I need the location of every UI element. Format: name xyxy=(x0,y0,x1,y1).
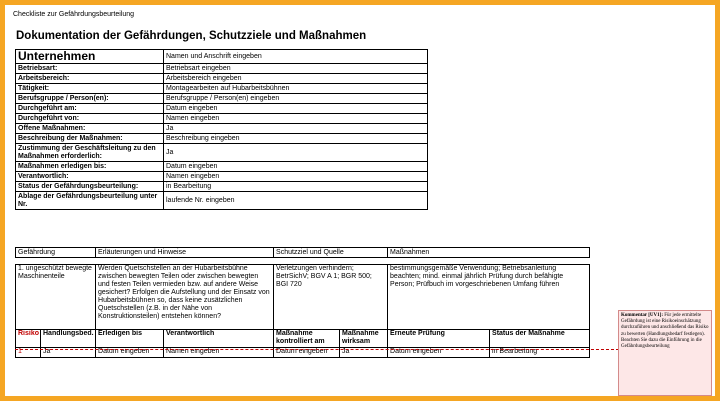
info-value[interactable]: Ja xyxy=(164,124,428,134)
comment-balloon[interactable] xyxy=(618,310,712,396)
info-value[interactable]: Namen eingeben xyxy=(164,114,428,124)
info-row xyxy=(16,74,428,84)
info-label: Durchgeführt am: xyxy=(16,104,164,114)
info-label: Berufsgruppe / Person(en): xyxy=(16,94,164,104)
cell-wirksam[interactable]: Ja xyxy=(340,348,388,358)
info-label: Betriebsart: xyxy=(16,64,164,74)
info-label: Ablage der Gefährdungsbeurteilung unter Nr. xyxy=(16,192,164,210)
sub-header-risiko: Risiko xyxy=(16,330,41,348)
info-value[interactable]: in Bearbeitung xyxy=(164,182,428,192)
cell-schutzziel[interactable]: Verletzungen verhindern; BetrSichV; BGV A 1; BGR 500; BGI 720 xyxy=(274,265,388,330)
header-gefaehrdung: Gefährdung xyxy=(16,248,96,258)
info-row xyxy=(16,114,428,124)
document-header: Checkliste zur Gefährdungsbeurteilung xyxy=(13,11,135,18)
info-value[interactable]: Namen eingeben xyxy=(164,172,428,182)
info-table xyxy=(15,49,428,210)
cell-gefaehrdung[interactable]: 1. ungeschützt bewegte Maschinenteile xyxy=(16,265,96,330)
info-value[interactable]: Betriebsart eingeben xyxy=(164,64,428,74)
info-row xyxy=(16,192,428,210)
document-page xyxy=(5,5,715,396)
info-row xyxy=(16,134,428,144)
hazard-table xyxy=(15,247,590,358)
hazard-header-row xyxy=(16,248,590,258)
info-row xyxy=(16,64,428,74)
info-label: Durchgeführt von: xyxy=(16,114,164,124)
header-erlaeuterung: Erläuterungen und Hinweise xyxy=(96,248,274,258)
info-value[interactable]: Namen und Anschrift eingeben xyxy=(164,50,428,64)
info-row xyxy=(16,182,428,192)
info-label: Status der Gefährdungsbeurteilung: xyxy=(16,182,164,192)
sub-header-erledigen-bis: Erledigen bis xyxy=(96,330,164,348)
hazard-row xyxy=(16,265,590,330)
info-value[interactable]: Datum eingeben xyxy=(164,162,428,172)
comment-text: Für jede ermittelte Gefährdung ist eine Risikoeinschätzung durchzuführen und anschließend das Risiko zu bewerten (Handlungsbedarf festlegen). Beachten Sie dazu die Einführung in die Gefährdungsbeurteilung xyxy=(621,313,709,350)
comment-author: Kommentar [UV1]: xyxy=(621,313,663,318)
info-label: Beschreibung der Maßnahmen: xyxy=(16,134,164,144)
cell-status[interactable]: in Bearbeitung xyxy=(490,348,590,358)
cell-erledigen-bis[interactable]: Datum eingeben xyxy=(96,348,164,358)
comment-connector-line xyxy=(15,349,619,350)
info-value[interactable]: Arbeitsbereich eingeben xyxy=(164,74,428,84)
sub-header-status: Status der Maßnahme xyxy=(490,330,590,348)
document-title: Dokumentation der Gefährdungen, Schutzziele und Maßnahmen xyxy=(16,30,367,42)
cell-kontrolliert[interactable]: Datum eingeben xyxy=(274,348,340,358)
cell-handlungsbedarf[interactable]: Ja xyxy=(41,348,96,358)
info-value[interactable]: Beschreibung eingeben xyxy=(164,134,428,144)
info-value[interactable]: Montagearbeiten auf Hubarbeitsbühnen xyxy=(164,84,428,94)
cell-erneute-pruefung[interactable]: Datum eingeben xyxy=(388,348,490,358)
info-value[interactable]: Datum eingeben xyxy=(164,104,428,114)
sub-header-handlungsbedarf: Handlungsbed. xyxy=(41,330,96,348)
info-row xyxy=(16,162,428,172)
sub-header-wirksam: Maßnahme wirksam xyxy=(340,330,388,348)
sub-header-erneute-pruefung: Erneute Prüfung xyxy=(388,330,490,348)
info-label: Verantwortlich: xyxy=(16,172,164,182)
info-label: Maßnahmen erledigen bis: xyxy=(16,162,164,172)
info-label: Arbeitsbereich: xyxy=(16,74,164,84)
sub-header-kontrolliert: Maßnahme kontrolliert am xyxy=(274,330,340,348)
info-row xyxy=(16,94,428,104)
cell-risiko[interactable]: 1 xyxy=(16,348,41,358)
info-label: Offene Maßnahmen: xyxy=(16,124,164,134)
info-label: Zustimmung der Geschäftsleitung zu den Maßnahmen erforderlich: xyxy=(16,144,164,162)
info-row xyxy=(16,144,428,162)
info-row xyxy=(16,124,428,134)
info-row xyxy=(16,172,428,182)
info-label: Unternehmen xyxy=(16,50,164,64)
info-value[interactable]: Berufsgruppe / Person(en) eingeben xyxy=(164,94,428,104)
header-massnahmen: Maßnahmen xyxy=(388,248,590,258)
info-row xyxy=(16,50,428,64)
sub-header-verantwortlich: Verantwortlich xyxy=(164,330,274,348)
cell-verantwortlich[interactable]: Namen eingeben xyxy=(164,348,274,358)
info-row xyxy=(16,104,428,114)
cell-massnahmen[interactable]: bestimmungsgemäße Verwendung; Betriebsanleitung beachten; mind. einmal jährlich Prüfung durch befähigte Person; Prüfbuch im vorgeschriebenen Umfang führen xyxy=(388,265,590,330)
info-value[interactable]: Ja xyxy=(164,144,428,162)
sub-header-row xyxy=(16,330,590,348)
header-schutzziel: Schutzziel und Quelle xyxy=(274,248,388,258)
info-label: Tätigkeit: xyxy=(16,84,164,94)
info-row xyxy=(16,84,428,94)
cell-erlaeuterung: Werden Quetschstellen an der Hubarbeitsbühne zwischen bewegten Teilen oder zwischen bewegten und festen Teilen vermieden bzw. auf andere Weise gesichert? Erfolgen die Aufstellung und der Einsatz von Hubarbeitsbühnen so, dass keine zusätzlichen Quetschstellen (z.B. in der Nähe von Konstruktionsteilen) entstehen können? xyxy=(96,265,274,330)
info-value[interactable]: laufende Nr. eingeben xyxy=(164,192,428,210)
